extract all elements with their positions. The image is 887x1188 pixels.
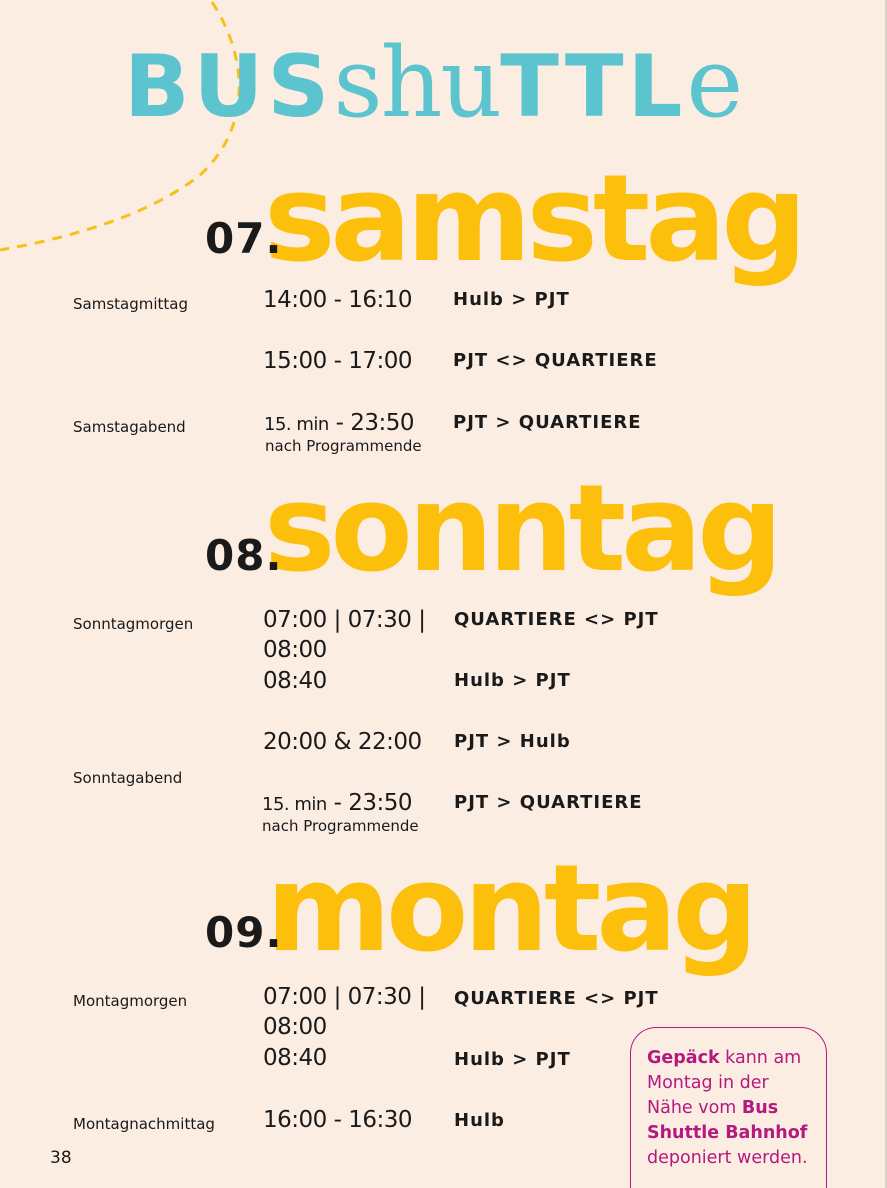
row-label: Montagmorgen xyxy=(73,992,188,1010)
row-label: Sonntagabend xyxy=(73,769,183,787)
row-time-line-1: 07:00 | 07:30 | xyxy=(263,607,426,633)
title-part-bus: BUS xyxy=(124,37,334,137)
row-time: 15:00 - 17:00 xyxy=(263,348,412,374)
info-bold-location: Bus Shuttle Bahnhof xyxy=(647,1098,808,1143)
row-route: QUARTIERE <> PJT xyxy=(454,988,659,1009)
row-route: Hulb > PJT xyxy=(453,289,570,310)
page-title xyxy=(124,28,784,138)
row-time xyxy=(262,790,412,816)
row-route: PJT <> QUARTIERE xyxy=(453,350,658,371)
row-time: 08:40 xyxy=(263,1045,327,1071)
title-part-l: L xyxy=(627,37,687,137)
info-text-2: deponiert werden. xyxy=(647,1148,808,1168)
row-route: PJT > QUARTIERE xyxy=(454,792,643,813)
row-label: Samstagmittag xyxy=(73,295,188,313)
row-route: PJT > Hulb xyxy=(454,731,571,752)
row-route: Hulb > PJT xyxy=(454,670,571,691)
row-route: QUARTIERE <> PJT xyxy=(454,609,659,630)
day-number-09: 09. xyxy=(205,908,283,957)
row-route: PJT > QUARTIERE xyxy=(453,412,642,433)
row-time: 20:00 & 22:00 xyxy=(263,729,422,755)
row-time-prefix: 15. min xyxy=(262,794,327,815)
title-part-e: e xyxy=(686,27,742,139)
day-name-sonntag: sonntag xyxy=(264,460,778,599)
page-number: 38 xyxy=(50,1148,72,1168)
row-time-line-1: 07:00 | 07:30 | xyxy=(263,984,426,1010)
row-route: Hulb xyxy=(454,1110,505,1131)
luggage-info-box xyxy=(630,1027,827,1188)
row-time-end: - 23:50 xyxy=(328,410,415,436)
row-time-prefix: 15. min xyxy=(264,414,329,435)
row-note: nach Programmende xyxy=(265,437,422,455)
title-part-shu: shu xyxy=(333,27,501,139)
row-route: Hulb > PJT xyxy=(454,1049,571,1070)
row-note: nach Programmende xyxy=(262,817,419,835)
row-time xyxy=(264,410,414,436)
title-part-tt: TT xyxy=(500,37,628,137)
row-label: Sonntagmorgen xyxy=(73,615,194,633)
row-time-end: - 23:50 xyxy=(326,790,413,816)
row-label: Montagnachmittag xyxy=(73,1115,215,1133)
row-time: 08:40 xyxy=(263,668,327,694)
day-name-samstag: samstag xyxy=(264,150,803,289)
row-time-line-2: 08:00 xyxy=(263,637,327,663)
row-time: 14:00 - 16:10 xyxy=(263,287,412,313)
day-number-08: 08. xyxy=(205,531,283,580)
info-bold-luggage: Gepäck xyxy=(647,1048,720,1068)
row-label: Samstagabend xyxy=(73,418,186,436)
row-time-line-2: 08:00 xyxy=(263,1014,327,1040)
info-text-1: kann am Montag in der Nähe vom xyxy=(647,1048,802,1118)
row-time: 16:00 - 16:30 xyxy=(263,1107,412,1133)
day-name-montag: montag xyxy=(266,840,754,979)
day-number-07: 07. xyxy=(205,214,283,263)
